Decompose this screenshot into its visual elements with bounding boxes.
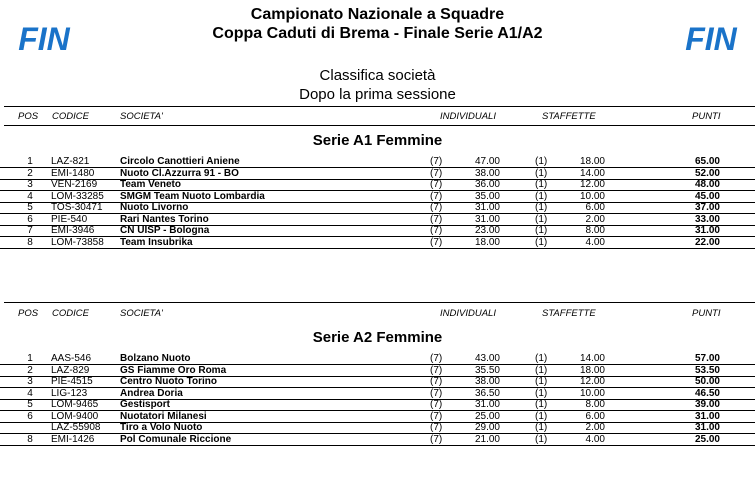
row-code: AAS-546 (51, 353, 92, 364)
row-relay-points: 14.00 (579, 167, 605, 179)
ranking-label: Classifica società (319, 67, 436, 84)
row-society: Circolo Canottieri Aniene (120, 156, 240, 167)
row-pos: 3 (27, 376, 33, 387)
row-relay-count: (1) (535, 399, 548, 410)
row-individual-count: (7) (430, 213, 443, 225)
row-total-points: 57.00 (694, 353, 720, 364)
row-individual-count: (7) (430, 433, 443, 445)
table-row (0, 388, 755, 400)
row-code: LAZ-55908 (51, 422, 101, 433)
row-individual-count: (7) (430, 156, 443, 167)
row-relay-points: 10.00 (579, 190, 605, 202)
row-relay-points: 4.00 (585, 236, 605, 248)
row-total-points: 22.00 (694, 236, 720, 248)
row-pos: 2 (27, 364, 33, 376)
row-relay-points: 6.00 (585, 410, 605, 422)
row-pos: 4 (27, 387, 33, 399)
row-relay-count: (1) (535, 433, 548, 445)
row-individual-points: 18.00 (474, 236, 500, 248)
row-total-points: 31.00 (694, 422, 720, 433)
row-society: SMGM Team Nuoto Lombardia (120, 190, 265, 202)
col-society: SOCIETA' (120, 111, 163, 122)
row-individual-count: (7) (430, 353, 443, 364)
row-pos: 3 (27, 179, 33, 190)
row-individual-points: 25.00 (474, 410, 500, 422)
row-individual-points: 23.00 (474, 225, 500, 236)
row-pos: 1 (27, 156, 33, 167)
row-individual-count: (7) (430, 202, 443, 213)
row-total-points: 50.00 (694, 376, 720, 387)
row-individual-points: 38.00 (474, 167, 500, 179)
row-total-points: 31.00 (694, 410, 720, 422)
row-society: Rari Nantes Torino (120, 213, 209, 225)
table-row (0, 434, 755, 446)
row-total-points: 53.50 (694, 364, 720, 376)
table-row (0, 202, 755, 214)
row-relay-points: 10.00 (579, 387, 605, 399)
row-individual-count: (7) (430, 410, 443, 422)
row-relay-count: (1) (535, 236, 548, 248)
row-individual-count: (7) (430, 376, 443, 387)
header-rule-bottom (4, 125, 755, 126)
row-relay-count: (1) (535, 179, 548, 190)
row-pos: 8 (27, 236, 33, 248)
row-relay-count: (1) (535, 364, 548, 376)
row-individual-points: 43.00 (474, 353, 500, 364)
row-total-points: 31.00 (694, 225, 720, 236)
table-row (0, 237, 755, 249)
table-row (0, 365, 755, 377)
fin-logo-right-text: FIN (685, 22, 737, 54)
row-individual-count: (7) (430, 190, 443, 202)
row-pos: 6 (27, 410, 33, 422)
row-individual-count: (7) (430, 179, 443, 190)
row-pos: 5 (27, 202, 33, 213)
section-title-a2: Serie A2 Femmine (312, 329, 443, 346)
table-row (0, 191, 755, 203)
row-individual-points: 38.00 (474, 376, 500, 387)
row-total-points: 46.50 (694, 387, 720, 399)
col-relays: STAFFETTE (542, 111, 596, 122)
row-code: TOS-30471 (51, 202, 103, 213)
row-relay-count: (1) (535, 167, 548, 179)
header-rule-top-a2 (4, 302, 755, 303)
row-relay-count: (1) (535, 410, 548, 422)
table-row (0, 411, 755, 423)
row-individual-count: (7) (430, 364, 443, 376)
row-total-points: 48.00 (694, 179, 720, 190)
row-individual-count: (7) (430, 399, 443, 410)
row-code: LIG-123 (51, 387, 88, 399)
row-pos: 6 (27, 213, 33, 225)
table-row (0, 399, 755, 411)
row-relay-points: 18.00 (579, 156, 605, 167)
row-relay-points: 6.00 (585, 202, 605, 213)
table-row (0, 225, 755, 237)
row-society: Centro Nuoto Torino (120, 376, 218, 387)
col-society: SOCIETA' (120, 308, 163, 319)
row-pos: 1 (27, 353, 33, 364)
column-header-a1 (0, 111, 755, 125)
column-header-a2 (0, 308, 755, 322)
row-code: PIE-4515 (51, 376, 93, 387)
row-individual-points: 47.00 (474, 156, 500, 167)
row-total-points: 37.00 (694, 202, 720, 213)
row-code: LOM-9400 (51, 410, 99, 422)
row-pos: 7 (27, 225, 33, 236)
row-society: Tiro a Volo Nuoto (120, 422, 203, 433)
col-code: CODICE (52, 308, 89, 319)
row-total-points: 25.00 (694, 433, 720, 445)
row-relay-count: (1) (535, 376, 548, 387)
fin-logo-left-text: FIN (18, 22, 70, 54)
row-society: Bolzano Nuoto (120, 353, 191, 364)
row-code: EMI-3946 (51, 225, 95, 236)
row-individual-points: 21.00 (474, 433, 500, 445)
row-society: GS Fiamme Oro Roma (120, 364, 227, 376)
row-individual-count: (7) (430, 422, 443, 433)
row-individual-points: 31.00 (474, 202, 500, 213)
row-individual-points: 35.00 (474, 190, 500, 202)
row-society: Nuoto Livorno (120, 202, 189, 213)
page-subtitle-title: Coppa Caduti di Brema - Finale Serie A1/A2 (212, 25, 543, 42)
row-individual-count: (7) (430, 236, 443, 248)
header-rule-top (4, 106, 755, 107)
table-row (0, 179, 755, 191)
row-code: LAZ-821 (51, 156, 90, 167)
col-individual: INDIVIDUALI (440, 308, 496, 319)
row-relay-count: (1) (535, 353, 548, 364)
table-row (0, 376, 755, 388)
session-label: Dopo la prima sessione (299, 86, 456, 103)
row-society: Team Veneto (120, 179, 181, 190)
row-individual-count: (7) (430, 167, 443, 179)
row-relay-count: (1) (535, 156, 548, 167)
row-total-points: 65.00 (694, 156, 720, 167)
table-row (0, 353, 755, 365)
col-points: PUNTI (692, 308, 721, 319)
row-total-points: 39.00 (694, 399, 720, 410)
row-relay-count: (1) (535, 202, 548, 213)
row-relay-points: 4.00 (585, 433, 605, 445)
row-relay-points: 12.00 (579, 179, 605, 190)
row-pos: 4 (27, 190, 33, 202)
row-society: Team Insubrika (120, 236, 193, 248)
col-individual: INDIVIDUALI (440, 111, 496, 122)
row-code: LOM-9465 (51, 399, 99, 410)
row-individual-points: 35.50 (474, 364, 500, 376)
page-title: Campionato Nazionale a Squadre (250, 6, 505, 23)
row-individual-points: 31.00 (474, 399, 500, 410)
row-individual-points: 29.00 (474, 422, 500, 433)
row-pos: 8 (27, 433, 33, 445)
row-code: PIE-540 (51, 213, 88, 225)
row-code: LOM-33285 (51, 190, 104, 202)
row-code: EMI-1426 (51, 433, 95, 445)
col-points: PUNTI (692, 111, 721, 122)
row-pos: 5 (27, 399, 33, 410)
row-code: EMI-1480 (51, 167, 95, 179)
table-row (0, 214, 755, 226)
row-society: Nuoto Cl.Azzurra 91 - BO (120, 167, 239, 179)
row-total-points: 52.00 (694, 167, 720, 179)
row-society: Gestisport (120, 399, 171, 410)
section-title-a1: Serie A1 Femmine (312, 132, 443, 149)
table-row (0, 422, 755, 434)
row-total-points: 33.00 (694, 213, 720, 225)
row-society: Pol Comunale Riccione (120, 433, 232, 445)
col-pos: POS (18, 308, 39, 319)
row-individual-points: 31.00 (474, 213, 500, 225)
row-code: VEN-2169 (51, 179, 98, 190)
row-society: Nuotatori Milanesi (120, 410, 207, 422)
row-relay-count: (1) (535, 213, 548, 225)
row-relay-points: 18.00 (579, 364, 605, 376)
col-pos: POS (18, 111, 39, 122)
col-relays: STAFFETTE (542, 308, 596, 319)
row-relay-count: (1) (535, 422, 548, 433)
row-individual-points: 36.50 (474, 387, 500, 399)
row-relay-points: 8.00 (585, 399, 605, 410)
row-code: LOM-73858 (51, 236, 104, 248)
row-relay-points: 12.00 (579, 376, 605, 387)
row-relay-points: 8.00 (585, 225, 605, 236)
row-relay-count: (1) (535, 225, 548, 236)
row-individual-count: (7) (430, 387, 443, 399)
row-pos: 2 (27, 167, 33, 179)
row-individual-count: (7) (430, 225, 443, 236)
table-row (0, 156, 755, 168)
row-code: LAZ-829 (51, 364, 90, 376)
table-row (0, 168, 755, 180)
row-individual-points: 36.00 (474, 179, 500, 190)
col-code: CODICE (52, 111, 89, 122)
row-relay-points: 2.00 (585, 213, 605, 225)
row-society: CN UISP - Bologna (120, 225, 210, 236)
row-relay-count: (1) (535, 387, 548, 399)
row-total-points: 45.00 (694, 190, 720, 202)
row-relay-count: (1) (535, 190, 548, 202)
row-society: Andrea Doria (120, 387, 183, 399)
row-relay-points: 2.00 (585, 422, 605, 433)
row-relay-points: 14.00 (579, 353, 605, 364)
